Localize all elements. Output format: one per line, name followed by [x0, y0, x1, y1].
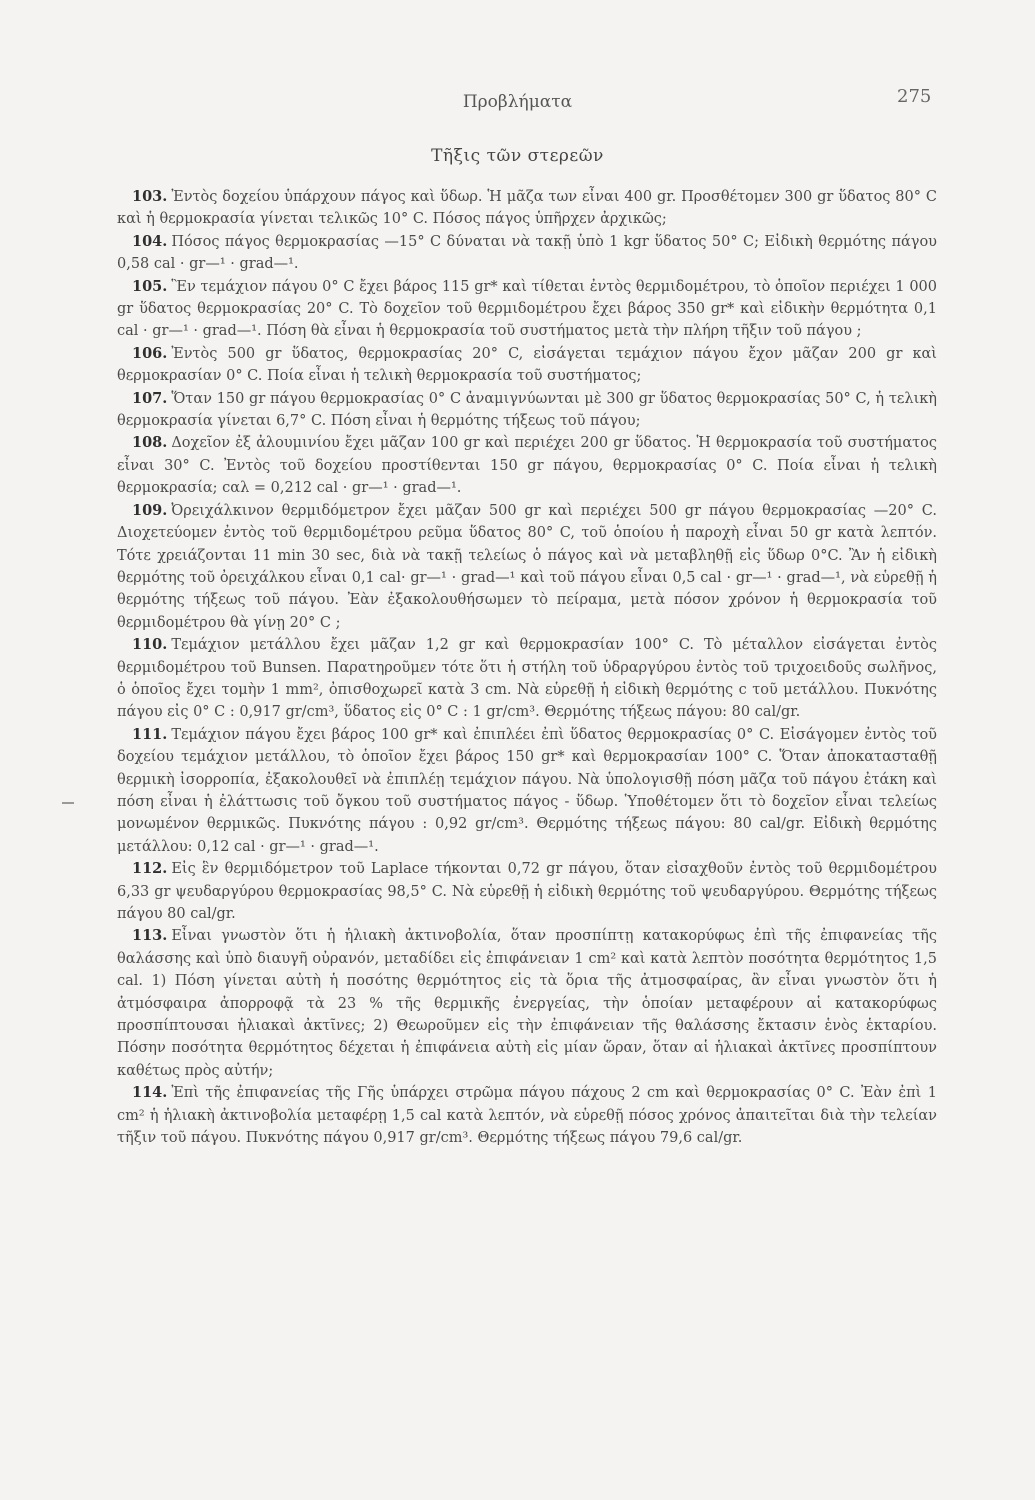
problem-112 [117, 858, 937, 925]
problem-113 [117, 925, 937, 1082]
problem-text: Ἓν τεμάχιον πάγου 0° C ἔχει βάρος 115 gr* καὶ τίθεται ἐντὸς θερμιδομέτρου, τὸ ὁποῖον περιέχει 1 000 gr ὕδατος θερμοκρασίας 20° C. Τὸ δοχεῖον τοῦ θερμιδομέτρου ἔχει βάρος 350 gr* καὶ εἰδικὴν θερμότητα 0,1 cal · gr—¹ · grad—¹. Πόση θὰ εἶναι ἡ θερμοκρασία τοῦ συστήματος μετὰ τὴν πλήρη τῆξιν τοῦ πάγου ; [117, 278, 937, 340]
problem-text: Ὀρειχάλκινον θερμιδόμετρον ἔχει μᾶζαν 500 gr καὶ περιέχει 500 gr πάγου θερμοκρασίας —20° C. Διοχετεύομεν ἐντὸς τοῦ θερμιδομέτρου ρεῦμα ὕδατος 80° C, τοῦ ὁποίου ἡ παροχὴ εἶναι 50 gr κατὰ λεπτόν. Τότε χρειάζονται 11 min 30 sec, διὰ νὰ τακῇ τελείως ὁ πάγος καὶ νὰ μεταβληθῇ εἰς ὕδωρ 0°C. Ἂν ἡ εἰδικὴ θερμότης τοῦ ὀρειχάλκου εἶναι 0,1 cal· gr—¹ · grad—¹ καὶ τοῦ πάγου εἶναι 0,5 cal · gr—¹ · grad—¹, νὰ εὑρεθῇ ἡ θερμότης τήξεως τοῦ πάγου. Ἐὰν ἐξακολουθήσωμεν τὸ πείραμα, μετὰ πόσον χρόνον ἡ θερμοκρασία τοῦ θερμιδομέτρου θὰ γίνῃ 20° C ; [117, 502, 937, 631]
problem-list [117, 186, 937, 1149]
problem-114 [117, 1082, 937, 1149]
problem-number: 112. [132, 860, 168, 878]
problem-109 [117, 500, 937, 634]
margin-mark [62, 802, 74, 804]
problem-number: 113. [132, 927, 168, 945]
problem-number: 114. [132, 1084, 168, 1102]
problem-text: Τεμάχιον πάγου ἔχει βάρος 100 gr* καὶ ἐπιπλέει ἐπὶ ὕδατος θερμοκρασίας 0° C. Εἰσάγομεν ἐντὸς τοῦ δοχείου τεμάχιον μετάλλου, τὸ ὁποῖον ἔχει βάρος 150 gr* καὶ θερμοκρασίαν 100° C. Ὅταν ἀποκατασταθῇ θερμικὴ ἰσορροπία, ἐξακολουθεῖ νὰ ἐπιπλέῃ τεμάχιον πάγου. Νὰ ὑπολογισθῇ πόση μᾶζα τοῦ πάγου ἐτάκη καὶ πόση εἶναι ἡ ἐλάττωσις τοῦ ὄγκου τοῦ συστήματος πάγος - ὕδωρ. Ὑποθέτομεν ὅτι τὸ δοχεῖον εἶναι τελείως μονωμένον θερμικῶς. Πυκνότης πάγου : 0,92 gr/cm³. Θερμότης τήξεως πάγου: 80 cal/gr. Εἰδικὴ θερμότης μετάλλου: 0,12 cal · gr—¹ · grad—¹. [117, 726, 937, 855]
problem-104 [117, 231, 937, 276]
problem-number: 107. [132, 389, 168, 407]
problem-number: 111. [132, 725, 168, 743]
problem-106 [117, 343, 937, 388]
problem-number: 105. [132, 277, 168, 295]
problem-number: 109. [132, 501, 168, 519]
problem-number: 106. [132, 344, 168, 362]
problem-103 [117, 186, 937, 231]
problem-number: 103. [132, 188, 168, 205]
problem-111 [117, 724, 937, 858]
problem-number: 110. [132, 636, 168, 654]
problem-text: Ἐντὸς 500 gr ὕδατος, θερμοκρασίας 20° C, εἰσάγεται τεμάχιον πάγου ἔχον μᾶζαν 200 gr καὶ θερμοκρασίαν 0° C. Ποία εἶναι ἡ τελικὴ θερμοκρασία τοῦ συστήματος; [117, 345, 937, 385]
page-number: 275 [897, 86, 932, 107]
problem-text: Ἐπὶ τῆς ἐπιφανείας τῆς Γῆς ὑπάρχει στρῶμα πάγου πάχους 2 cm καὶ θερμοκρασίας 0° C. Ἐὰν ἐπὶ 1 cm² ἡ ἡλιακὴ ἀκτινοβολία μεταφέρῃ 1,5 cal κατὰ λεπτόν, νὰ εὑρεθῇ πόσος χρόνος ἀπαιτεῖται διὰ τὴν τελείαν τῆξιν τοῦ πάγου. Πυκνότης πάγου 0,917 gr/cm³. Θερμότης τήξεως πάγου 79,6 cal/gr. [117, 1085, 937, 1147]
problem-108 [117, 432, 937, 499]
problem-110 [117, 634, 937, 724]
problem-text: Εἶναι γνωστὸν ὅτι ἡ ἡλιακὴ ἀκτινοβολία, ὅταν προσπίπτῃ κατακορύφως ἐπὶ τῆς ἐπιφανείας τῆς θαλάσσης καὶ ὑπὸ διαυγῆ οὐρανόν, μεταδίδει εἰς ἐπιφάνειαν 1 cm² καὶ κατὰ λεπτὸν ποσότητα θερμότητος 1,5 cal. 1) Πόση γίνεται αὐτὴ ἡ ποσότης θερμότητος εἰς τὰ ὅρια τῆς ἀτμοσφαίρας, ἂν εἶναι γνωστὸν ὅτι ἡ ἀτμόσφαιρα ἀπορροφᾷ τὰ 23 % τῆς θερμικῆς ἐνεργείας, τὴν ὁποίαν μεταφέρουν αἱ κατακορύφως προσπίπτουσαι ἡλιακαὶ ἀκτῖνες; 2) Θεωροῦμεν εἰς τὴν ἐπιφάνειαν τῆς θαλάσσης ἔκτασιν ἑνὸς ἑκταρίου. Πόσην ποσότητα θερμότητος δέχεται ἡ ἐπιφάνεια αὐτὴ εἰς μίαν ὥραν, ὅταν αἱ ἡλιακαὶ ἀκτῖνες προσπίπτουν καθέτως πρὸς αὐτήν; [117, 928, 937, 1079]
problem-text: Εἰς ἓν θερμιδόμετρον τοῦ Laplace τήκονται 0,72 gr πάγου, ὅταν εἰσαχθοῦν ἐντὸς τοῦ θερμιδομέτρου 6,33 gr ψευδαργύρου θερμοκρασίας 98,5° C. Νὰ εὑρεθῇ ἡ εἰδικὴ θερμότης τοῦ ψευδαργύρου. Θερμότης τήξεως πάγου 80 cal/gr. [117, 861, 937, 922]
section-title: Τῆξις τῶν στερεῶν [431, 146, 604, 166]
problem-text: Ὅταν 150 gr πάγου θερμοκρασίας 0° C ἀναμιγνύωνται μὲ 300 gr ὕδατος θερμοκρασίας 50° C, ἡ τελικὴ θερμοκρασία γίνεται 6,7° C. Πόση εἶναι ἡ θερμότης τήξεως τοῦ πάγου; [117, 390, 937, 430]
problem-number: 104. [132, 232, 168, 250]
problem-text: Τεμάχιον μετάλλου ἔχει μᾶζαν 1,2 gr καὶ θερμοκρασίαν 100° C. Τὸ μέταλλον εἰσάγεται ἐντὸς θερμιδομέτρου τοῦ Bunsen. Παρατηροῦμεν τότε ὅτι ἡ στήλη τοῦ ὑδραργύρου ἐντὸς τοῦ τριχοειδοῦς σωλῆνος, ὁ ὁποῖος ἔχει τομὴν 1 mm², ὀπισθοχωρεῖ κατὰ 3 cm. Νὰ εὑρεθῇ ἡ εἰδικὴ θερμότης c τοῦ μετάλλου. Πυκνότης πάγου εἰς 0° C : 0,917 gr/cm³, ὕδατος εἰς 0° C : 1 gr/cm³. Θερμότης τήξεως πάγου: 80 cal/gr. [117, 637, 937, 721]
problem-107 [117, 388, 937, 433]
running-title: Προβλήματα [462, 92, 573, 112]
problem-text: Πόσος πάγος θερμοκρασίας —15° C δύναται νὰ τακῇ ὑπὸ 1 kgr ὕδατος 50° C; Εἰδικὴ θερμότης πάγου 0,58 cal · gr—¹ · grad—¹. [117, 233, 937, 273]
problem-105 [117, 276, 937, 343]
problem-number: 108. [132, 434, 168, 452]
problem-text: Ἐντὸς δοχείου ὑπάρχουν πάγος καὶ ὕδωρ. Ἡ μᾶζα των εἶναι 400 gr. Προσθέτομεν 300 gr ὕδατος 80° C καὶ ἡ θερμοκρασία γίνεται τελικῶς 10° C. Πόσος πάγος ὑπῆρχεν ἀρχικῶς; [117, 189, 937, 228]
problem-text: Δοχεῖον ἐξ ἀλουμινίου ἔχει μᾶζαν 100 gr καὶ περιέχει 200 gr ὕδατος. Ἡ θερμοκρασία τοῦ συστήματος εἶναι 30° C. Ἐντὸς τοῦ δοχείου προστίθενται 150 gr πάγου, θερμοκρασίας 0° C. Ποία εἶναι ἡ τελικὴ θερμοκρασία; cαλ = 0,212 cal · gr—¹ · grad—¹. [117, 435, 937, 497]
